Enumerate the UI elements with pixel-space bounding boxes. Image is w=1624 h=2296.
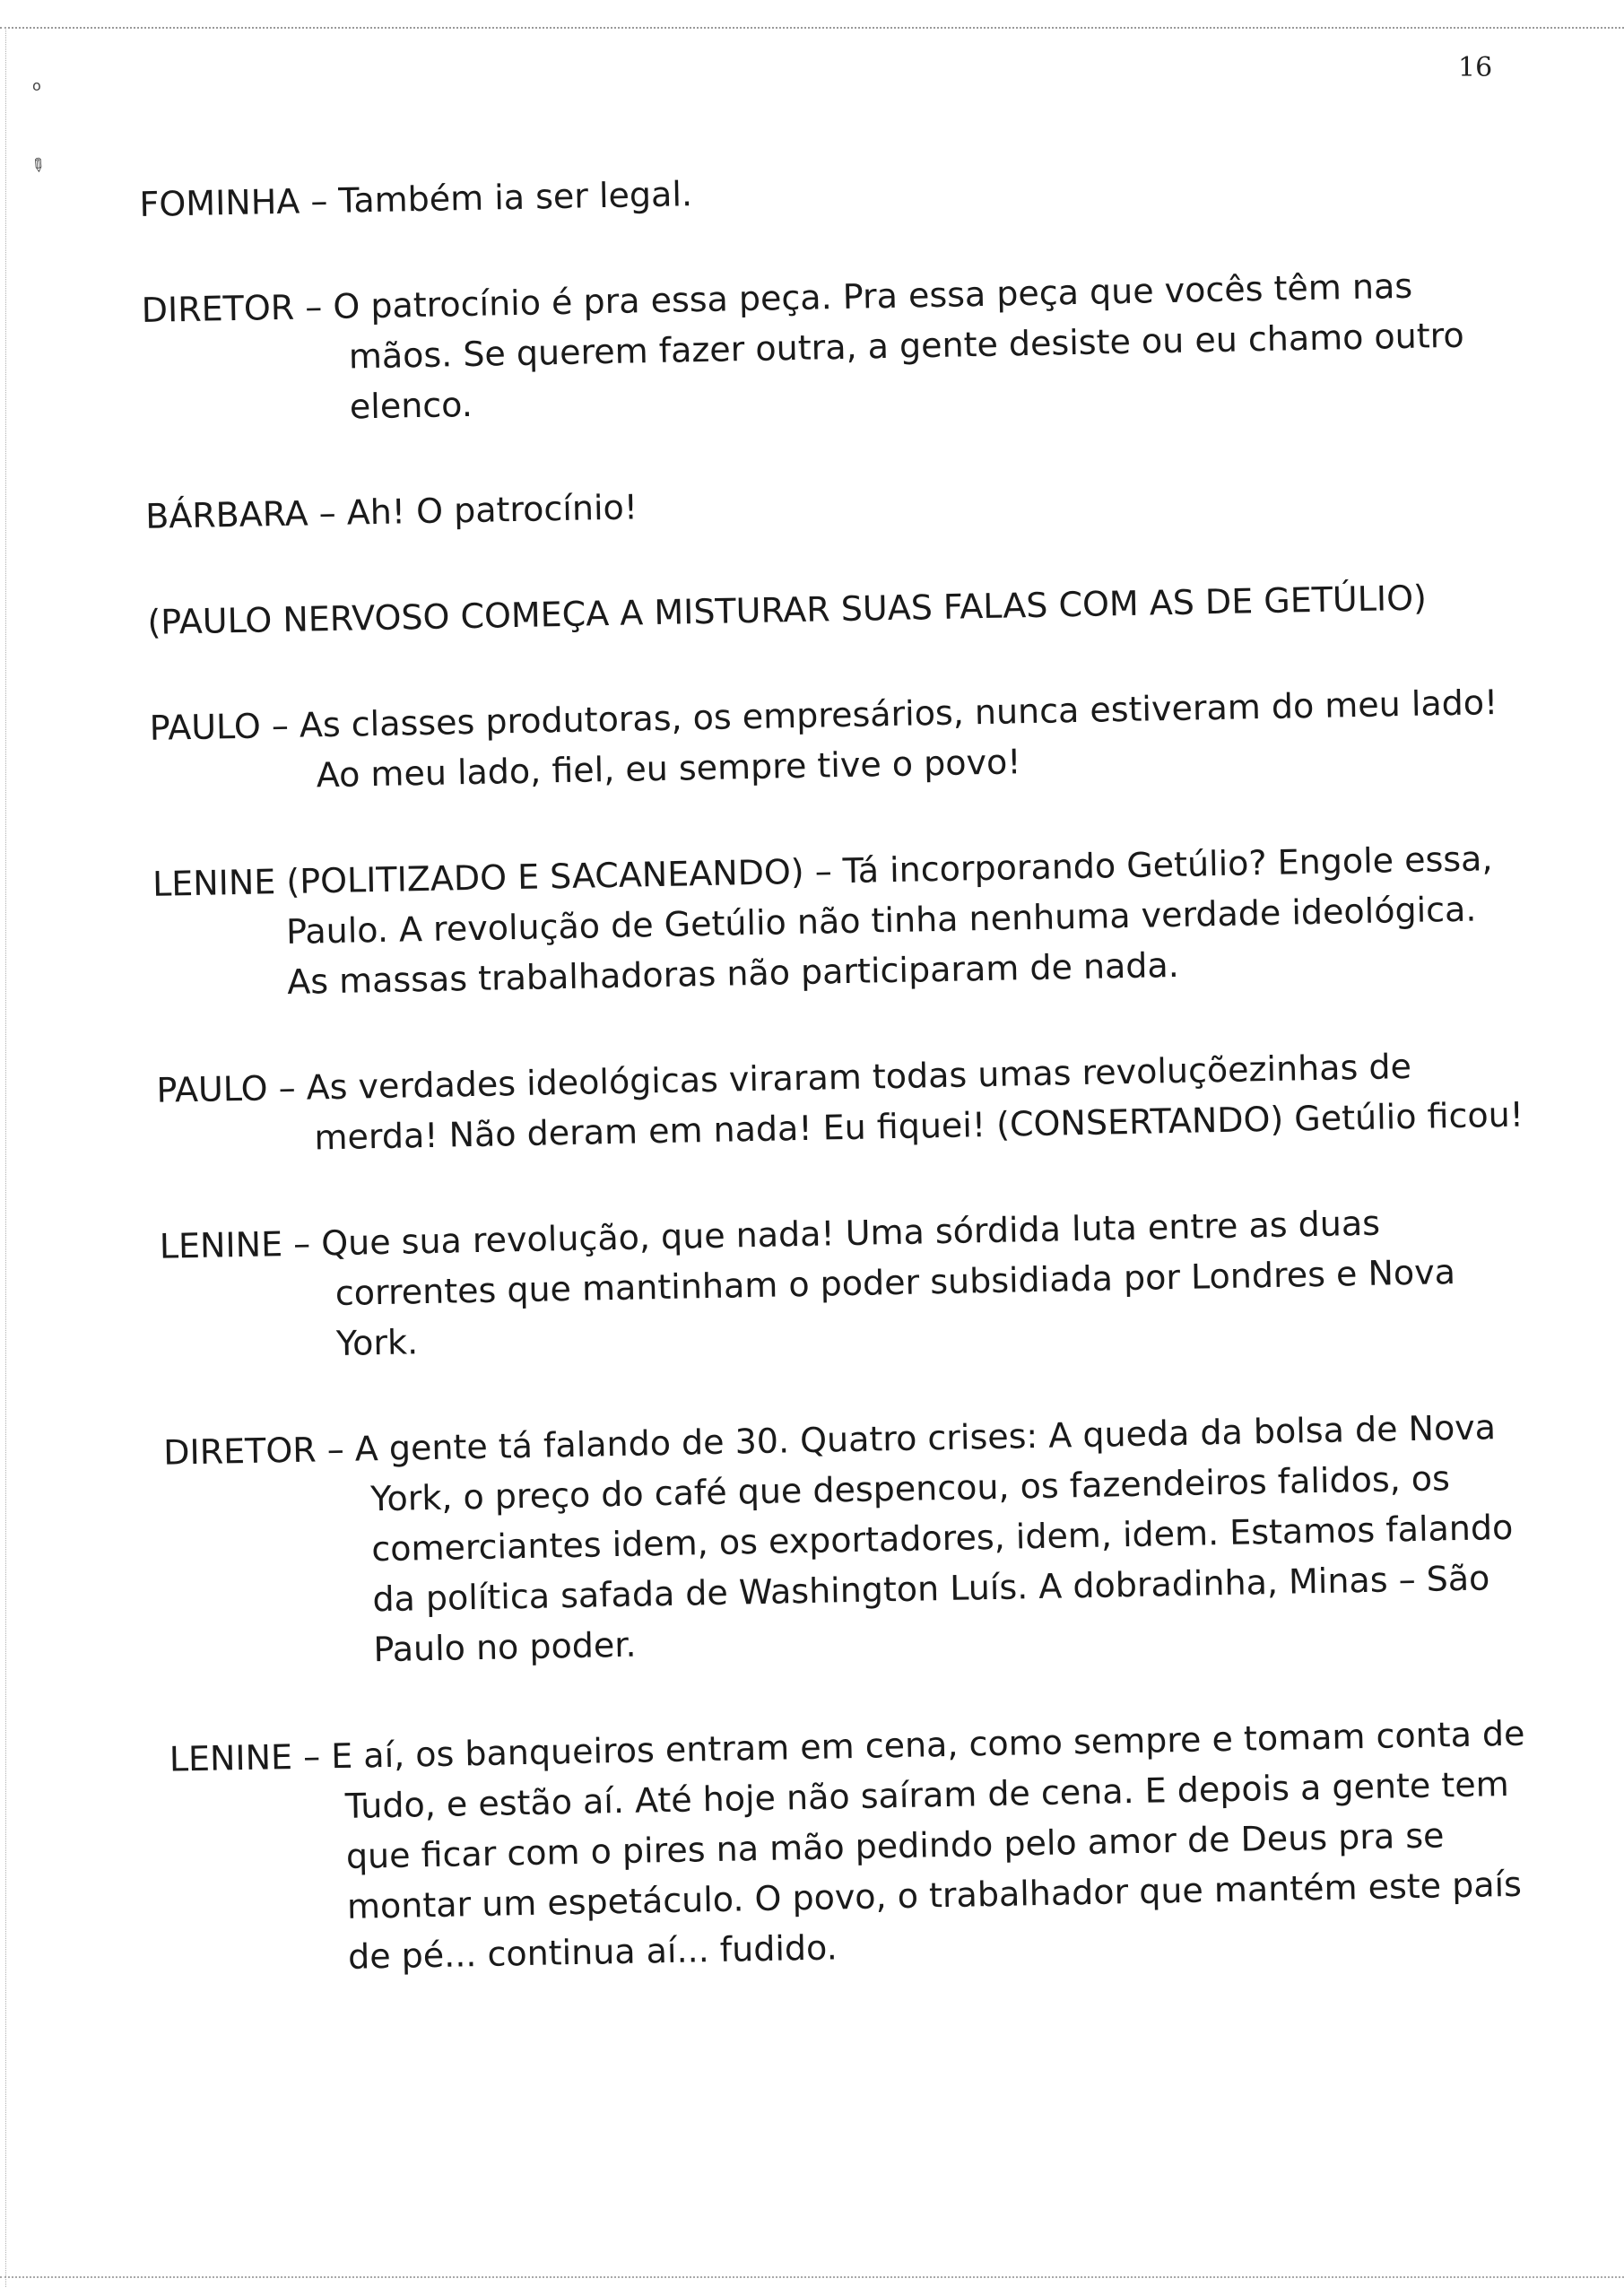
dialogue-entry (163, 1402, 1531, 1679)
dialogue-text: As classes produtoras, os empresários, nunca estiveram do meu lado! (299, 683, 1498, 745)
dialogue-line: da política safada de Washington Luís. A dobradinha, Minas – São (372, 1558, 1490, 1620)
dialogue-line: Ao meu lado, fiel, eu sempre tive o povo! (316, 742, 1021, 796)
scan-speck: ✎ (25, 152, 51, 178)
dialogue-line: de pé... continua aí... fudido. (347, 1927, 838, 1977)
speaker-name: DIRETOR – (162, 1429, 356, 1473)
dialogue-line: York, o preço do café que despencou, os fazendeiros falidos, os (369, 1458, 1451, 1519)
dialogue-line (139, 153, 1503, 230)
dialogue-text: O patrocínio é pra essa peça. Pra essa peça que vocês têm nas (332, 265, 1413, 326)
dialogue-line: correntes que mantinham o poder subsidiada por Londres e Nova (334, 1252, 1456, 1314)
dialogue-text: Tá incorporando Getúlio? Engole essa, (842, 839, 1493, 891)
dialogue-line: comerciantes idem, os exportadores, idem, idem. Estamos falando (370, 1507, 1514, 1570)
scan-bottom-edge (0, 2276, 1624, 2278)
dialogue-line: montar um espetáculo. O povo, o trabalhador que mantém este país (346, 1864, 1523, 1926)
speaker-name: LENINE – (169, 1736, 332, 1779)
scan-left-edge (5, 27, 6, 2287)
dialogue-line: York. (335, 1322, 419, 1364)
speaker-name: PAULO – (156, 1067, 308, 1110)
dialogue-line: As massas trabalhadoras não participaram de nada. (286, 944, 1180, 1002)
dialogue-entry (159, 1196, 1524, 1372)
dialogue-text: Também ia ser legal. (337, 174, 693, 221)
dialogue-text: Que sua revolução, que nada! Uma sórdida luta entre as duas (320, 1203, 1381, 1264)
dialogue-text: As verdades ideológicas viraram todas umas revoluçõezinhas de (306, 1046, 1412, 1108)
dialogue-line: merda! Não deram em nada! Eu fiquei! (CONSERTANDO) Getúlio ficou! (314, 1094, 1524, 1158)
dialogue-text: A gente tá falando de 30. Quatro crises: A queda da bolsa de Nova (354, 1407, 1497, 1469)
dialogue-entry (152, 833, 1518, 1010)
dialogue-text: Ah! O patrocínio! (346, 487, 638, 533)
dialogue-line (145, 465, 1509, 542)
dialogue-entry (156, 1039, 1524, 1166)
speaker-name: BÁRBARA – (144, 492, 348, 536)
speaker-name: LENINE – (159, 1223, 322, 1266)
dialogue-entry (141, 259, 1507, 436)
dialogue-line: que ficar com o pires na mão pedindo pelo amor de Deus pra se (345, 1815, 1445, 1876)
dialogue-entry (149, 677, 1514, 804)
dialogue-entry (145, 465, 1509, 542)
dialogue-entry (169, 1709, 1536, 1986)
page-number: 16 (1458, 52, 1493, 83)
dialogue-line: Paulo. A revolução de Getúlio não tinha nenhuma verdade ideológica. (285, 889, 1477, 952)
stage-direction: (PAULO NERVOSO COMEÇA A MISTURAR SUAS FALAS COM AS DE GETÚLIO) (147, 578, 1428, 642)
dialogue-line: mãos. Se querem fazer outra, a gente desiste ou eu chamo outro (348, 315, 1465, 377)
dialogue-line: Tudo, e estão aí. Até hoje não saíram de cena. E depois a gente tem (344, 1764, 1510, 1826)
dialogue-line: elenco. (349, 384, 473, 427)
dialogue-text: E aí, os banqueiros entram em cena, como sempre e tomam conta de (330, 1713, 1525, 1777)
speaker-name: DIRETOR – (141, 286, 334, 330)
speaker-name: LENINE (POLITIZADO E SACANEANDO) – (152, 851, 844, 904)
script-body (139, 153, 1538, 2041)
speaker-name: FOMINHA – (139, 180, 339, 224)
scan-speck: o (32, 77, 41, 94)
scan-top-edge (0, 27, 1624, 29)
dialogue-line: Paulo no poder. (373, 1624, 637, 1670)
dialogue-entry (139, 153, 1503, 230)
speaker-name: PAULO – (149, 705, 300, 748)
